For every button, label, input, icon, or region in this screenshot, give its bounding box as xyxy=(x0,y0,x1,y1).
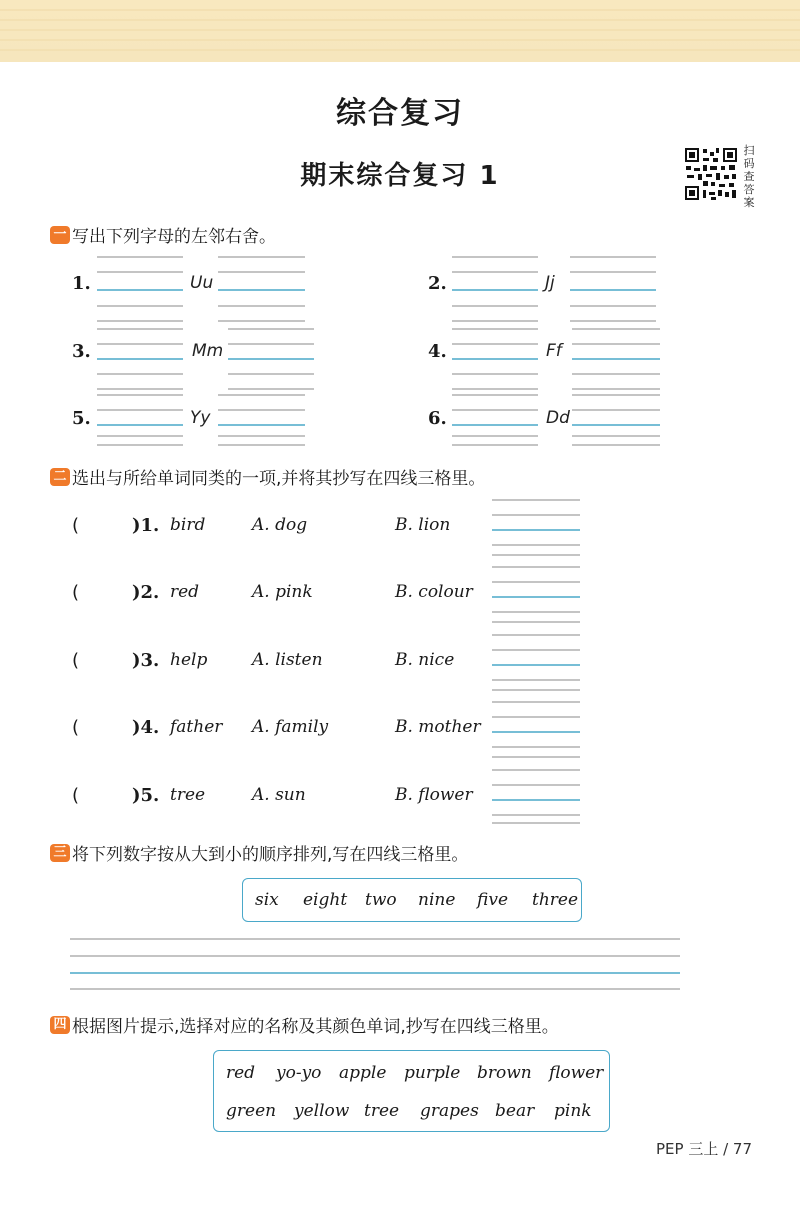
q1-option-b[interactable]: B. lion xyxy=(395,515,451,535)
top-band xyxy=(0,0,800,62)
section2-heading xyxy=(50,464,485,489)
q4-option-b[interactable]: B. mother xyxy=(395,717,481,737)
top-band-grid xyxy=(0,0,800,62)
item1-letter: Uu xyxy=(190,273,214,293)
section1-instruction: 写出下列字母的左邻右舍。 xyxy=(72,227,276,247)
q3-paren: ( xyxy=(72,650,80,671)
word-brown: brown xyxy=(477,1063,532,1083)
word-pink: pink xyxy=(554,1101,592,1121)
item5-number: 5. xyxy=(72,408,91,429)
q3-option-a[interactable]: A. listen xyxy=(252,650,323,670)
item3-number: 3. xyxy=(72,341,91,362)
qr-code-icon[interactable] xyxy=(683,146,739,202)
item4-letter: Ff xyxy=(546,341,562,361)
q2-number: )2. xyxy=(132,582,160,603)
q5-word: tree xyxy=(170,785,206,805)
section2-instruction: 选出与所给单词同类的一项,并将其抄写在四线三格里。 xyxy=(72,469,486,489)
item2-letter: Jj xyxy=(545,273,555,293)
q1-number: )1. xyxy=(132,515,160,536)
word-apple: apple xyxy=(339,1063,387,1083)
section1-badge: 一 xyxy=(50,226,70,244)
item6-letter: Dd xyxy=(546,408,570,428)
q1-word: bird xyxy=(170,515,206,535)
q2-option-b[interactable]: B. colour xyxy=(395,582,473,602)
word-tree: tree xyxy=(364,1101,400,1121)
item3-letter: Mm xyxy=(192,341,224,361)
section3-writing-lines[interactable] xyxy=(68,935,684,995)
section4-word-box xyxy=(213,1050,610,1132)
section3-instruction: 将下列数字按从大到小的顺序排列,写在四线三格里。 xyxy=(72,845,469,865)
q4-paren: ( xyxy=(72,717,80,738)
section4-badge: 四 xyxy=(50,1016,70,1034)
word-grapes: grapes xyxy=(420,1101,479,1121)
q5-option-a[interactable]: A. sun xyxy=(252,785,306,805)
q2-option-a[interactable]: A. pink xyxy=(252,582,313,602)
q3-number: )3. xyxy=(132,650,160,671)
word-three: three xyxy=(532,890,579,910)
word-nine: nine xyxy=(418,890,456,910)
q5-number: )5. xyxy=(132,785,160,806)
page-title: 综合复习 xyxy=(336,96,464,131)
word-red: red xyxy=(226,1063,256,1083)
q4-option-a[interactable]: A. family xyxy=(252,717,329,737)
word-six: six xyxy=(255,890,279,910)
q5-option-b[interactable]: B. flower xyxy=(395,785,473,805)
section4-heading xyxy=(50,1012,559,1037)
word-eight: eight xyxy=(303,890,348,910)
section1-heading xyxy=(50,222,276,247)
page-subtitle: 期末综合复习 1 xyxy=(300,161,500,191)
q5-paren: ( xyxy=(72,785,80,806)
item4-number: 4. xyxy=(428,341,447,362)
item1-number: 1. xyxy=(72,273,91,294)
q1-paren: ( xyxy=(72,515,80,536)
section3-heading xyxy=(50,840,468,865)
word-bear: bear xyxy=(495,1101,535,1121)
section2-badge: 二 xyxy=(50,468,70,486)
word-two: two xyxy=(365,890,397,910)
word-yellow: yellow xyxy=(294,1101,350,1121)
q2-paren: ( xyxy=(72,582,80,603)
section1-writing-lines xyxy=(0,245,800,450)
item6-number: 6. xyxy=(428,408,447,429)
item5-letter: Yy xyxy=(190,408,211,428)
section2-writing-lines xyxy=(490,495,582,825)
section3-badge: 三 xyxy=(50,844,70,862)
page-footer: PEP 三上 / 77 xyxy=(655,1140,752,1158)
q2-word: red xyxy=(170,582,200,602)
q4-word: father xyxy=(170,717,223,737)
q3-option-b[interactable]: B. nice xyxy=(395,650,455,670)
word-flower: flower xyxy=(549,1063,604,1083)
section3-word-box xyxy=(242,878,582,922)
item2-number: 2. xyxy=(428,273,447,294)
q3-word: help xyxy=(170,650,208,670)
word-purple: purple xyxy=(404,1063,461,1083)
word-green: green xyxy=(226,1101,277,1121)
word-yo-yo: yo-yo xyxy=(276,1063,322,1083)
q4-number: )4. xyxy=(132,717,160,738)
q1-option-a[interactable]: A. dog xyxy=(252,515,308,535)
word-five: five xyxy=(477,890,509,910)
section4-instruction: 根据图片提示,选择对应的名称及其颜色单词,抄写在四线三格里。 xyxy=(72,1017,559,1037)
qr-caption: 扫 码 查 答 案 xyxy=(743,144,755,209)
